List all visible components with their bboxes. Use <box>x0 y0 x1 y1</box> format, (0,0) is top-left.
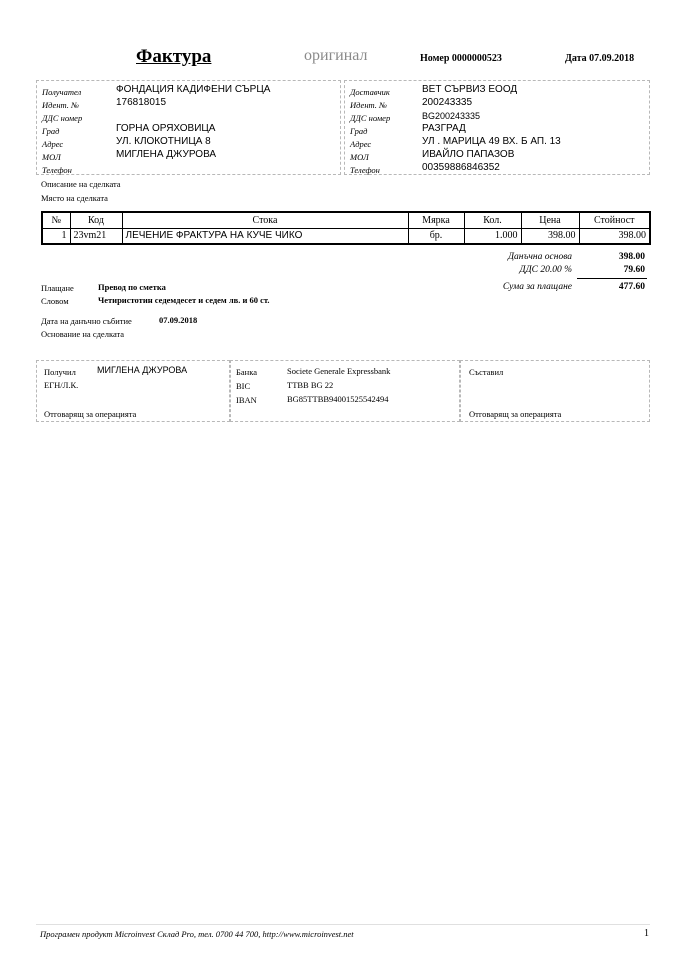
invoice-date: Дата 07.09.2018 <box>565 53 635 64</box>
cell-unit: бр. <box>408 228 464 244</box>
tax-event-date-label: Дата на данъчно събитие <box>41 316 132 326</box>
supplier-ident: 200243335 <box>422 97 473 108</box>
amount-words-label: Словом <box>41 296 69 306</box>
cell-code: 23vm21 <box>70 228 122 244</box>
responsible-right-label: Отговарящ за операцията <box>469 409 562 419</box>
recipient-box <box>36 80 341 175</box>
egn-label: ЕГН/Л.К. <box>44 380 79 390</box>
recipient-address-label: Адрес <box>42 139 64 149</box>
supplier-address: УЛ . МАРИЦА 49 ВХ. Б АП. 13 <box>422 136 561 147</box>
supplier-phone-label: Телефон <box>350 165 380 175</box>
tax-event-date-value: 07.09.2018 <box>159 315 198 325</box>
bic-label: BIC <box>236 381 251 391</box>
deal-place-label: Място на сделката <box>41 193 108 203</box>
responsible-left-label: Отговарящ за операцията <box>44 409 137 419</box>
total-due-label: Сума за плащане <box>502 282 572 292</box>
vat-value: 79.60 <box>623 265 645 275</box>
cell-number: 1 <box>42 228 70 244</box>
col-value: Стойност <box>579 212 650 228</box>
total-due-value: 477.60 <box>618 282 645 292</box>
iban-value: BG85TTBB94001525542494 <box>287 394 389 404</box>
recipient-city: ГОРНА ОРЯХОВИЦА <box>116 123 216 134</box>
vat-label: ДДС 20.00 % <box>519 265 572 275</box>
received-label: Получил <box>44 367 76 377</box>
supplier-mol-label: МОЛ <box>350 152 369 162</box>
col-code: Код <box>70 212 122 228</box>
page-number: 1 <box>644 928 649 939</box>
recipient-vat-label: ДДС номер <box>42 113 83 123</box>
cell-price: 398.00 <box>521 228 579 244</box>
compiled-box <box>460 360 650 422</box>
col-price: Цена <box>521 212 579 228</box>
invoice-number: Номер 0000000523 <box>420 53 502 64</box>
table-row <box>42 228 650 244</box>
supplier-mol: ИВАЙЛО ПАПАЗОВ <box>422 149 515 160</box>
received-box <box>36 360 230 422</box>
recipient-city-label: Град <box>42 126 60 136</box>
cell-value: 398.00 <box>579 228 650 244</box>
received-value: МИГЛЕНА ДЖУРОВА <box>97 365 188 375</box>
supplier-city-label: Град <box>350 126 368 136</box>
recipient-ident: 176818015 <box>116 97 167 108</box>
col-number: № <box>42 212 70 228</box>
recipient-ident-label: Идент. № <box>42 100 80 110</box>
items-header-row <box>42 212 650 228</box>
supplier-city: РАЗГРАД <box>422 123 466 134</box>
recipient-mol: МИГЛЕНА ДЖУРОВА <box>116 149 217 160</box>
supplier-vat-label: ДДС номер <box>350 113 391 123</box>
footer-text: Програмен продукт Microinvest Склад Pro, тел. 0700 44 700, http://www.microinvest.net <box>40 929 354 939</box>
payment-method-label: Плащане <box>41 283 74 293</box>
recipient-mol-label: МОЛ <box>42 152 61 162</box>
supplier-vat: BG200243335 <box>422 111 481 121</box>
col-qty: Кол. <box>464 212 521 228</box>
supplier-box <box>344 80 650 175</box>
invoice-title: Фактура <box>136 46 212 67</box>
supplier-label: Доставчик <box>350 87 390 97</box>
recipient-name: ФОНДАЦИЯ КАДИФЕНИ СЪРЦА <box>116 84 271 95</box>
totals-divider <box>577 278 647 279</box>
col-unit: Мярка <box>408 212 464 228</box>
bic-value: TTBB BG 22 <box>287 380 334 390</box>
cell-item: ЛЕЧЕНИЕ ФРАКТУРА НА КУЧЕ ЧИКО <box>122 228 408 244</box>
payment-method-value: Превод по сметка <box>98 282 166 292</box>
compiled-label: Съставил <box>469 367 504 377</box>
recipient-label: Получател <box>42 87 82 97</box>
supplier-name: ВЕТ СЪРВИЗ ЕООД <box>422 84 518 95</box>
recipient-address: УЛ. КЛОКОТНИЦА 8 <box>116 136 211 147</box>
tax-base-value: 398.00 <box>618 252 645 262</box>
supplier-ident-label: Идент. № <box>350 100 388 110</box>
footer-divider <box>36 924 650 925</box>
copy-type-label: оригинал <box>304 47 368 64</box>
iban-label: IBAN <box>236 395 257 405</box>
items-table <box>41 211 651 245</box>
bank-label: Банка <box>236 367 257 377</box>
deal-basis-label: Основание на сделката <box>41 329 125 339</box>
bank-box <box>230 360 460 422</box>
deal-description-label: Описание на сделката <box>41 179 121 189</box>
tax-base-label: Данъчна основа <box>507 252 572 262</box>
supplier-phone: 00359886846352 <box>422 162 500 173</box>
cell-qty: 1.000 <box>464 228 521 244</box>
bank-value: Societe Generale Expressbank <box>287 366 391 376</box>
supplier-address-label: Адрес <box>350 139 372 149</box>
col-item: Стока <box>122 212 408 228</box>
recipient-phone-label: Телефон <box>42 165 72 175</box>
amount-words-value: Четиристотин седемдесет и седем лв. и 60 ст. <box>98 295 270 305</box>
